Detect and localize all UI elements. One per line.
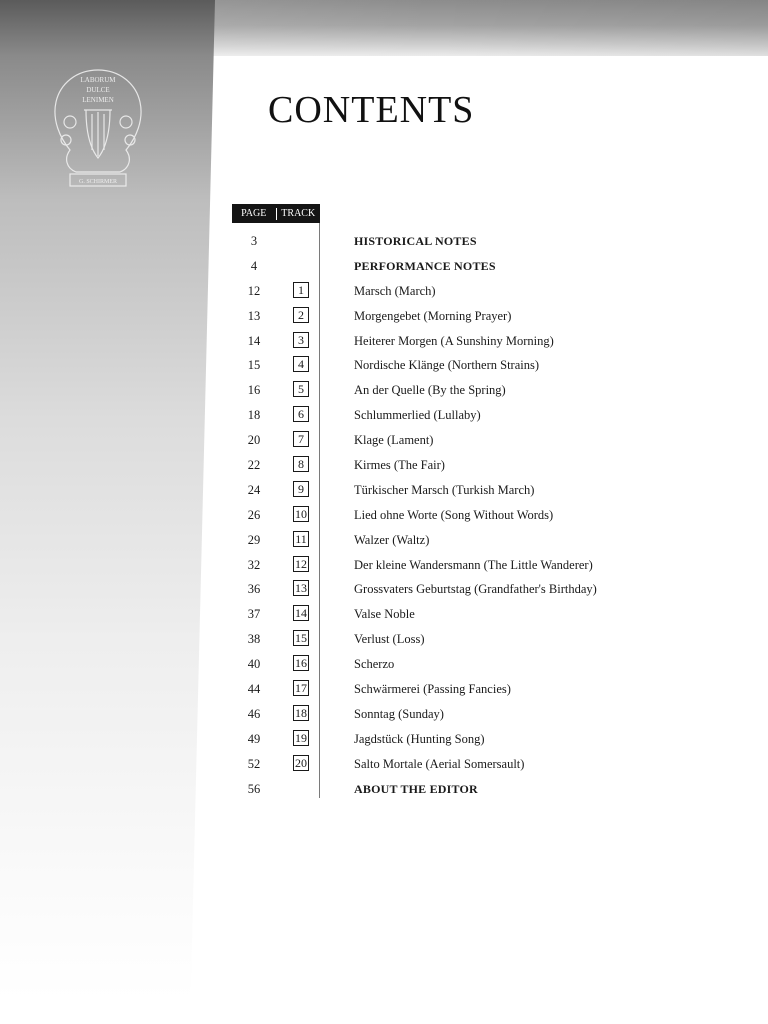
page-number: 52 [247, 756, 261, 771]
column-header [232, 204, 320, 223]
entry-title: PERFORMANCE NOTES [354, 258, 496, 273]
track-number: 19 [295, 730, 307, 745]
page-number: 40 [247, 657, 261, 672]
entry-title: Morgengebet (Morning Prayer) [354, 308, 512, 323]
publisher-seal [46, 62, 150, 194]
seal-line-3: LENIMEN [82, 96, 114, 104]
contents-row [0, 229, 768, 254]
entry-title: Grossvaters Geburtstag (Grandfather's Birthday) [354, 582, 597, 597]
page-number: 13 [247, 308, 261, 323]
page-number: 12 [247, 283, 261, 298]
page-number: 29 [247, 532, 261, 547]
page-title: CONTENTS [268, 89, 475, 131]
page-number: 20 [247, 433, 261, 448]
seal-line-2: DULCE [86, 86, 110, 94]
track-number: 8 [293, 456, 309, 472]
contents-row [0, 353, 768, 378]
entry-title: Jagdstück (Hunting Song) [354, 731, 485, 746]
page-number: 38 [247, 632, 261, 647]
track-column-label: TRACK [281, 207, 316, 219]
seal-line-1: LABORUM [80, 76, 116, 84]
track-number: 20 [295, 755, 307, 770]
contents-row [0, 677, 768, 702]
track-number: 16 [295, 656, 307, 671]
contents-row [0, 378, 768, 403]
entry-title: Heiterer Morgen (A Sunshiny Morning) [354, 333, 554, 348]
track-number: 7 [293, 431, 309, 447]
contents-row [0, 528, 768, 553]
entry-title: Verlust (Loss) [354, 632, 425, 647]
page-number: 37 [247, 607, 261, 622]
contents-list [0, 229, 768, 801]
track-number: 14 [295, 606, 307, 621]
contents-row [0, 777, 768, 802]
track-number: 6 [293, 406, 309, 422]
contents-row [0, 652, 768, 677]
contents-row [0, 752, 768, 777]
entry-title: Schlummerlied (Lullaby) [354, 408, 481, 423]
page-number: 44 [247, 682, 261, 697]
track-number: 3 [293, 332, 309, 348]
contents-row [0, 329, 768, 354]
entry-title: Kirmes (The Fair) [354, 458, 445, 473]
contents-row [0, 553, 768, 578]
contents-row [0, 403, 768, 428]
page-column-label: PAGE [232, 208, 277, 220]
entry-title: Sonntag (Sunday) [354, 706, 444, 721]
contents-row [0, 428, 768, 453]
track-number: 5 [293, 381, 309, 397]
entry-title: Klage (Lament) [354, 433, 434, 448]
page-number: 24 [247, 482, 261, 497]
track-number: 4 [293, 356, 309, 372]
page-number: 15 [247, 358, 261, 373]
seal-line-4: G. SCHIRMER [78, 179, 118, 185]
track-number: 10 [295, 506, 307, 521]
page-number: 18 [247, 408, 261, 423]
contents-row [0, 304, 768, 329]
contents-row [0, 453, 768, 478]
track-number: 2 [293, 307, 309, 323]
track-number: 18 [295, 705, 307, 720]
entry-title: Türkischer Marsch (Turkish March) [354, 482, 535, 497]
entry-title: ABOUT THE EDITOR [354, 781, 478, 796]
page-number: 56 [247, 781, 261, 796]
page-number: 46 [247, 706, 261, 721]
contents-row [0, 727, 768, 752]
page-number: 49 [247, 731, 261, 746]
page-number: 16 [247, 383, 261, 398]
page-number: 22 [247, 458, 261, 473]
page-number: 32 [247, 557, 261, 572]
contents-row [0, 279, 768, 304]
track-number: 9 [293, 481, 309, 497]
entry-title: Walzer (Waltz) [354, 532, 430, 547]
track-number: 11 [293, 531, 309, 547]
entry-title: Schwärmerei (Passing Fancies) [354, 682, 511, 697]
contents-row [0, 254, 768, 279]
page-number: 36 [247, 582, 261, 597]
entry-title: An der Quelle (By the Spring) [354, 383, 506, 398]
page-number: 26 [247, 507, 261, 522]
track-number: 12 [295, 556, 307, 571]
track-number: 17 [295, 681, 307, 696]
page-number: 4 [250, 258, 258, 273]
contents-row [0, 577, 768, 602]
page-number: 14 [247, 333, 261, 348]
track-number: 15 [295, 631, 307, 646]
entry-title: Valse Noble [354, 607, 415, 622]
contents-row [0, 503, 768, 528]
entry-title: Der kleine Wandersmann (The Little Wanderer) [354, 557, 593, 572]
entry-title: Marsch (March) [354, 283, 436, 298]
contents-row [0, 602, 768, 627]
entry-title: HISTORICAL NOTES [354, 234, 477, 248]
entry-title: Lied ohne Worte (Song Without Words) [354, 507, 554, 522]
contents-row [0, 627, 768, 652]
entry-title: Scherzo [354, 657, 395, 672]
entry-title: Salto Mortale (Aerial Somersault) [354, 756, 525, 771]
contents-row [0, 478, 768, 503]
track-number: 13 [295, 581, 307, 596]
page-number: 3 [250, 234, 258, 248]
contents-row [0, 702, 768, 727]
entry-title: Nordische Klänge (Northern Strains) [354, 358, 540, 373]
track-number: 1 [293, 282, 309, 298]
